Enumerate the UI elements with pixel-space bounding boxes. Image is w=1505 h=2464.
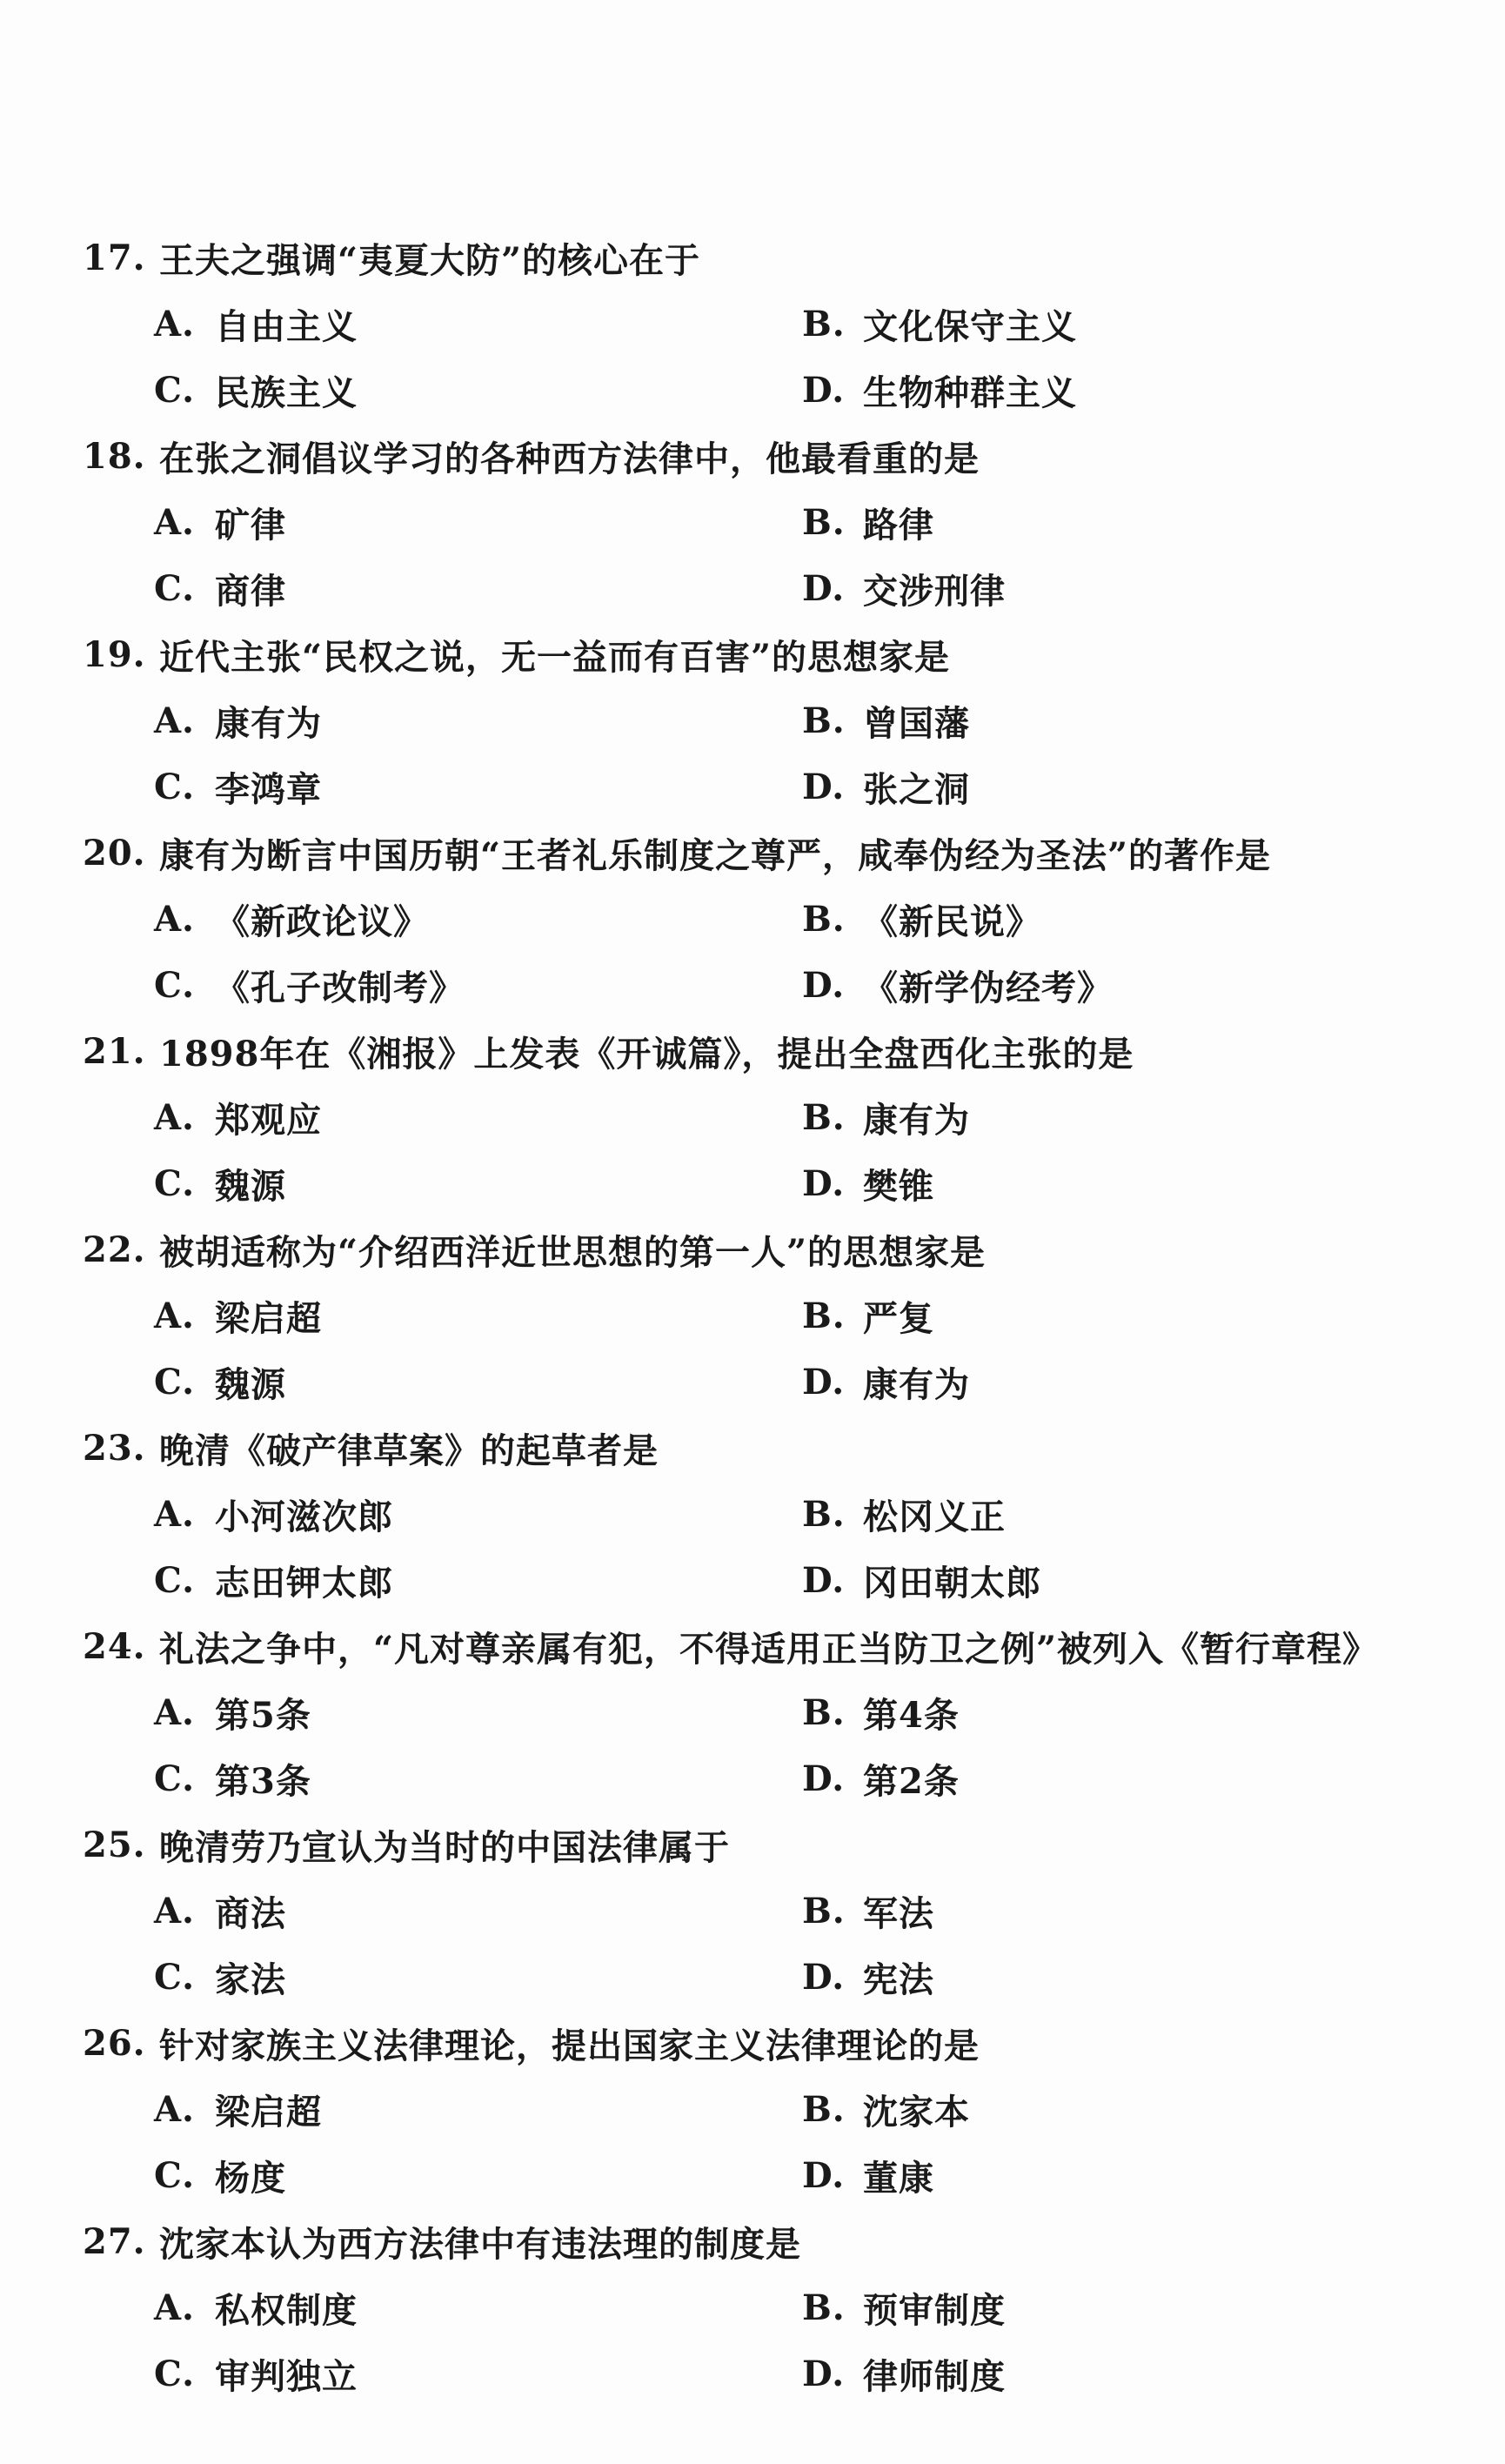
option-text: 审判独立 (215, 2355, 358, 2397)
option-c (154, 1547, 802, 1613)
option-letter: B. (802, 303, 846, 345)
option-d (802, 753, 1450, 820)
question-stem (83, 224, 1440, 291)
option-letter: A. (154, 303, 195, 345)
option-a (154, 1481, 802, 1547)
option-a (154, 1282, 802, 1349)
option-a (154, 1878, 802, 1944)
question-number: 25. (83, 1824, 146, 1865)
option-c (154, 2340, 802, 2407)
option-letter: D. (802, 1956, 846, 1998)
question-stem (83, 1415, 1440, 1481)
option-letter: B. (802, 2287, 846, 2328)
option-text: 小河滋次郎 (215, 1496, 393, 1537)
question-stem (83, 1018, 1440, 1084)
question-22 (83, 1216, 1440, 1415)
option-d (802, 1944, 1450, 2010)
option-text: 《新民说》 (863, 901, 1041, 942)
option-text: 商律 (215, 570, 286, 612)
option-b (802, 687, 1450, 753)
option-text: 预审制度 (863, 2289, 1006, 2331)
option-text: 康有为 (863, 1363, 970, 1405)
option-letter: D. (802, 369, 846, 411)
question-text: 礼法之争中，“凡对尊亲属有犯，不得适用正当防卫之例”被列入《暂行章程》 (159, 1628, 1379, 1670)
option-text: 军法 (863, 1892, 934, 1934)
option-letter: C. (154, 369, 196, 411)
option-letter: B. (802, 898, 846, 940)
question-text: 康有为断言中国历朝“王者礼乐制度之尊严，咸奉伪经为圣法”的著作是 (159, 834, 1272, 876)
option-text: 梁启超 (215, 1297, 322, 1339)
option-letter: D. (802, 567, 846, 609)
option-text: 康有为 (215, 702, 322, 744)
option-c (154, 753, 802, 820)
option-text: 严复 (863, 1297, 934, 1339)
option-text: 《新学伪经考》 (863, 967, 1113, 1008)
option-letter: A. (154, 1096, 195, 1138)
option-grid (83, 1481, 1440, 1613)
option-letter: A. (154, 2088, 195, 2130)
question-text: 晚清《破产律草案》的起草者是 (159, 1430, 659, 1471)
option-letter: C. (154, 1956, 196, 1998)
option-grid (83, 1878, 1440, 2010)
option-grid (83, 1679, 1440, 1811)
option-c (154, 2142, 802, 2208)
question-stem (83, 2208, 1440, 2274)
option-letter: C. (154, 2154, 196, 2196)
option-b (802, 1878, 1450, 1944)
option-letter: B. (802, 1295, 846, 1336)
question-stem (83, 423, 1440, 489)
question-20 (83, 820, 1440, 1018)
option-c (154, 1944, 802, 2010)
option-letter: A. (154, 1493, 195, 1535)
question-number: 18. (83, 435, 146, 477)
option-d (802, 1349, 1450, 1415)
option-text: 文化保守主义 (863, 305, 1077, 347)
option-grid (83, 1084, 1440, 1216)
option-a (154, 886, 802, 952)
option-letter: C. (154, 766, 196, 807)
option-b (802, 1481, 1450, 1547)
question-26 (83, 2010, 1440, 2208)
option-letter: A. (154, 700, 195, 741)
question-number: 20. (83, 832, 146, 874)
option-text: 家法 (215, 1958, 286, 2000)
option-text: 《孔子改制考》 (215, 967, 465, 1008)
option-letter: C. (154, 567, 196, 609)
option-letter: B. (802, 1493, 846, 1535)
option-a (154, 687, 802, 753)
question-stem (83, 621, 1440, 687)
option-text: 沈家本 (863, 2091, 970, 2133)
option-letter: A. (154, 2287, 195, 2328)
option-c (154, 1150, 802, 1216)
option-text: 志田钾太郎 (215, 1562, 393, 1604)
question-number: 26. (83, 2022, 146, 2064)
option-letter: A. (154, 1691, 195, 1733)
option-a (154, 291, 802, 357)
option-letter: D. (802, 2154, 846, 2196)
option-text: 康有为 (863, 1099, 970, 1141)
option-c (154, 357, 802, 423)
option-b (802, 886, 1450, 952)
option-b (802, 1282, 1450, 1349)
option-b (802, 291, 1450, 357)
option-grid (83, 687, 1440, 820)
question-23 (83, 1415, 1440, 1613)
option-d (802, 952, 1450, 1018)
question-number: 23. (83, 1427, 146, 1469)
option-letter: D. (802, 1162, 846, 1204)
question-number: 17. (83, 237, 146, 278)
question-text: 近代主张“民权之说，无一益而有百害”的思想家是 (159, 636, 951, 678)
option-letter: C. (154, 964, 196, 1006)
option-letter: B. (802, 1890, 846, 1932)
option-letter: C. (154, 1162, 196, 1204)
option-letter: A. (154, 501, 195, 543)
option-text: 松冈义正 (863, 1496, 1006, 1537)
option-text: 魏源 (215, 1165, 286, 1207)
question-stem (83, 1613, 1440, 1679)
option-text: 路律 (863, 504, 934, 546)
option-letter: D. (802, 1361, 846, 1403)
option-text: 第4条 (863, 1694, 960, 1736)
question-19 (83, 621, 1440, 820)
option-c (154, 555, 802, 621)
question-text: 晚清劳乃宣认为当时的中国法律属于 (159, 1826, 730, 1868)
option-text: 魏源 (215, 1363, 286, 1405)
question-number: 19. (83, 633, 146, 675)
option-letter: B. (802, 700, 846, 741)
option-letter: D. (802, 2353, 846, 2394)
option-text: 民族主义 (215, 372, 358, 413)
question-text: 在张之洞倡议学习的各种西方法律中，他最看重的是 (159, 438, 980, 479)
option-letter: D. (802, 1758, 846, 1799)
option-grid (83, 489, 1440, 621)
option-letter: D. (802, 964, 846, 1006)
question-number: 21. (83, 1030, 146, 1072)
option-text: 李鸿章 (215, 768, 322, 810)
option-text: 第3条 (215, 1760, 311, 1802)
option-letter: C. (154, 2353, 196, 2394)
option-letter: D. (802, 766, 846, 807)
option-grid (83, 886, 1440, 1018)
question-18 (83, 423, 1440, 621)
option-c (154, 952, 802, 1018)
question-number: 27. (83, 2220, 146, 2262)
question-text: 沈家本认为西方法律中有违法理的制度是 (159, 2223, 801, 2265)
option-letter: B. (802, 1691, 846, 1733)
question-stem (83, 1216, 1440, 1282)
option-grid (83, 291, 1440, 423)
option-text: 董康 (863, 2157, 934, 2199)
option-letter: B. (802, 501, 846, 543)
question-stem (83, 2010, 1440, 2076)
option-d (802, 1547, 1450, 1613)
option-b (802, 1084, 1450, 1150)
option-text: 第5条 (215, 1694, 311, 1736)
question-number: 22. (83, 1229, 146, 1270)
option-b (802, 489, 1450, 555)
option-d (802, 357, 1450, 423)
question-24 (83, 1613, 1440, 1811)
option-text: 生物种群主义 (863, 372, 1077, 413)
option-a (154, 1679, 802, 1745)
question-number: 24. (83, 1625, 146, 1667)
option-b (802, 2076, 1450, 2142)
option-text: 曾国藩 (863, 702, 970, 744)
option-d (802, 1745, 1450, 1811)
option-text: 郑观应 (215, 1099, 322, 1141)
question-list (83, 224, 1440, 2407)
option-text: 杨度 (215, 2157, 286, 2199)
question-17 (83, 224, 1440, 423)
option-c (154, 1349, 802, 1415)
question-21 (83, 1018, 1440, 1216)
option-b (802, 1679, 1450, 1745)
option-text: 第2条 (863, 1760, 960, 1802)
option-a (154, 489, 802, 555)
option-letter: A. (154, 1295, 195, 1336)
option-text: 律师制度 (863, 2355, 1006, 2397)
option-text: 矿律 (215, 504, 286, 546)
option-text: 张之洞 (863, 768, 970, 810)
question-text: 针对家族主义法律理论，提出国家主义法律理论的是 (159, 2025, 980, 2066)
option-text: 自由主义 (215, 305, 358, 347)
option-grid (83, 2274, 1440, 2407)
option-letter: C. (154, 1758, 196, 1799)
option-letter: C. (154, 1559, 196, 1601)
option-grid (83, 1282, 1440, 1415)
option-d (802, 2340, 1450, 2407)
option-text: 梁启超 (215, 2091, 322, 2133)
option-letter: D. (802, 1559, 846, 1601)
option-a (154, 2076, 802, 2142)
option-letter: C. (154, 1361, 196, 1403)
option-text: 宪法 (863, 1958, 934, 2000)
option-letter: B. (802, 1096, 846, 1138)
option-a (154, 2274, 802, 2340)
question-25 (83, 1811, 1440, 2010)
option-text: 商法 (215, 1892, 286, 1934)
question-stem (83, 820, 1440, 886)
option-text: 冈田朝太郎 (863, 1562, 1041, 1604)
option-b (802, 2274, 1450, 2340)
option-c (154, 1745, 802, 1811)
option-a (154, 1084, 802, 1150)
question-text: 王夫之强调“夷夏大防”的核心在于 (159, 239, 701, 281)
question-text: 被胡适称为“介绍西洋近世思想的第一人”的思想家是 (159, 1231, 987, 1273)
question-text: 1898年在《湘报》上发表《开诚篇》，提出全盘西化主张的是 (159, 1033, 1134, 1075)
question-stem (83, 1811, 1440, 1878)
question-27 (83, 2208, 1440, 2407)
option-letter: A. (154, 1890, 195, 1932)
option-d (802, 555, 1450, 621)
option-letter: A. (154, 898, 195, 940)
option-d (802, 1150, 1450, 1216)
option-letter: B. (802, 2088, 846, 2130)
option-grid (83, 2076, 1440, 2208)
option-text: 私权制度 (215, 2289, 358, 2331)
option-text: 樊锥 (863, 1165, 934, 1207)
option-text: 交涉刑律 (863, 570, 1006, 612)
option-d (802, 2142, 1450, 2208)
option-text: 《新政论议》 (215, 901, 429, 942)
